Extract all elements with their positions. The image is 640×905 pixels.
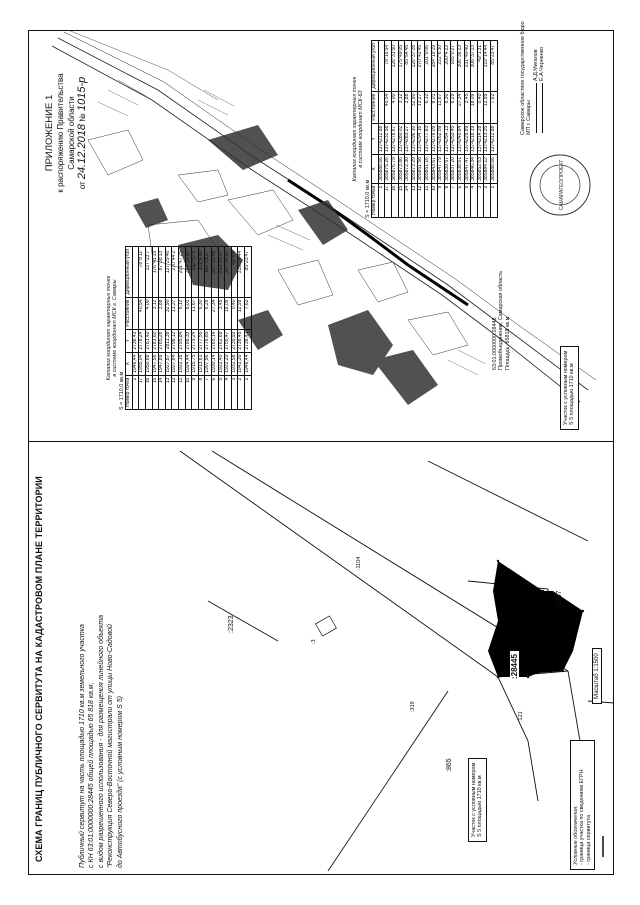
table-cell: 13,27 xyxy=(172,297,179,329)
catalog-msk-samara xyxy=(106,246,252,410)
table-cell: 11,67 xyxy=(192,297,199,329)
legend-item-egrn: - граница участка по сведениям ЕГРН xyxy=(579,769,586,865)
left-callout-line1: Участок с условным номером xyxy=(471,762,477,837)
table-cell: 14 xyxy=(405,183,412,217)
table-cell: 11,67 xyxy=(438,91,445,123)
table-cell: 32,90 xyxy=(411,91,418,123)
table-cell: 1374240.84 xyxy=(457,123,464,154)
table-row xyxy=(238,247,245,410)
table-cell: 284°19'19" xyxy=(431,41,438,91)
table-cell: 1374254.13 xyxy=(444,123,451,154)
table-cell: 1374283.27 xyxy=(405,123,412,154)
signature-line2 xyxy=(539,21,545,135)
catalog-msk63-caption xyxy=(352,40,365,218)
table-cell: 222°6'30" xyxy=(438,41,445,91)
table-cell: 385873.86 xyxy=(398,155,405,184)
area-label: S = xyxy=(364,209,371,218)
table-cell: 17 xyxy=(385,183,392,217)
table-cell: 32,90 xyxy=(165,297,172,329)
table-cell: 4,00 xyxy=(146,297,153,329)
table-cell: 7 xyxy=(451,183,458,217)
table-cell: 385846.34 xyxy=(471,155,478,184)
table-row xyxy=(225,247,232,410)
appendix-block xyxy=(44,28,88,238)
table-header-cell: Дирекционный угол xyxy=(126,247,133,297)
table-header-cell: X xyxy=(126,352,133,375)
table-cell: 2755,47 xyxy=(225,329,232,352)
table-cell: 5 xyxy=(464,183,471,217)
table-cell: 6,12 xyxy=(424,91,431,123)
table-cell: 0,40 xyxy=(231,297,238,329)
table-cell: 8,01 xyxy=(185,297,192,329)
table-cell: 1374212.88 xyxy=(490,123,497,154)
table-cell: 85°23'47" xyxy=(490,41,497,91)
table-cell: 2795,84 xyxy=(178,329,185,352)
parcel-label-1104: :1104 xyxy=(356,556,362,570)
table-cell: 2778,24 xyxy=(139,329,146,352)
table-header-cell: X xyxy=(372,155,379,184)
table-cell: 385873.29 xyxy=(411,155,418,184)
table-cell: 2765,14 xyxy=(211,329,218,352)
scale-label: Масштаб 1:1500 xyxy=(592,648,602,704)
signature-org: Самарское областное государственное бюро xyxy=(520,21,526,135)
table-cell: 2738,43 xyxy=(244,329,251,352)
table-cell: 13 xyxy=(165,375,172,409)
table-header-cell: Номер точки xyxy=(372,183,379,217)
catalog-msk63-caption1: Каталог координат характерных точек xyxy=(352,76,358,182)
table-cell: 10 xyxy=(431,183,438,217)
table-cell: 3 xyxy=(231,375,238,409)
table-cell: 40,54 xyxy=(385,91,392,123)
table-cell: 3,88 xyxy=(405,91,412,123)
table-cell: 127°23'7" xyxy=(146,247,153,297)
date-value: 24.12.2018 xyxy=(76,124,88,180)
table-cell: 16 xyxy=(392,183,399,217)
catalog-samara-caption1: Каталог координат характерных точек xyxy=(106,275,112,381)
appendix-line2: к распоряжению Правительства xyxy=(56,73,65,193)
table-cell: 2811,39 xyxy=(165,329,172,352)
catalog-samara-caption xyxy=(106,246,119,410)
parcel-label-2323: :2323 xyxy=(228,615,235,633)
appendix-line3: Самарской области xyxy=(67,96,76,170)
appendix-date-line xyxy=(77,28,88,238)
table-cell: 2 xyxy=(484,183,491,217)
table-cell: 27,34 xyxy=(457,91,464,123)
table-cell: 12,99 xyxy=(484,91,491,123)
table-cell: 284°59'54" xyxy=(185,247,192,297)
table-cell: 1915,75 xyxy=(192,352,199,375)
stamp-text: САМАРАГЕОПРОЕКТ xyxy=(559,159,565,211)
table-cell: 222°57'8" xyxy=(192,247,199,297)
description-line4: "Реконструкция Северо-Восточной магистрали от улицы Ново-Садовой xyxy=(107,624,115,868)
table-cell: 126°37'28" xyxy=(411,41,418,91)
table-header-cell: Расстояние xyxy=(372,91,379,123)
table-row xyxy=(165,247,172,410)
table-cell: 49°1'31" xyxy=(477,41,484,91)
table-cell: 10 xyxy=(185,375,192,409)
table-cell: 9 xyxy=(192,375,199,409)
area-label: S = xyxy=(118,401,125,410)
table-cell: 2776,85 xyxy=(205,329,212,352)
table-cell: 1374294.16 xyxy=(418,123,425,154)
signature-org2: МП г. Самары xyxy=(526,100,533,135)
table-cell: 1927,84 xyxy=(172,352,179,375)
table-cell: 1922,20 xyxy=(225,352,232,375)
table-cell: 1374253.45 xyxy=(451,123,458,154)
table-cell: 306°37'13" xyxy=(471,41,478,91)
parcel-map xyxy=(28,441,614,875)
table-cell: 201°0'06" xyxy=(424,41,431,91)
table-cell: 3,45 xyxy=(464,91,471,123)
table-cell: 1374276.09 xyxy=(431,123,438,154)
description-line1: Публичный сервитут на часть площадью 1710 кв.м земельного участка xyxy=(79,624,86,868)
table-cell: 85°23'47" xyxy=(244,247,251,297)
table-header-cell: Y xyxy=(126,329,133,352)
parcel-label-3: :3 xyxy=(311,639,317,644)
table-cell: 7,62 xyxy=(244,297,251,329)
table-cell: 49°6'8" xyxy=(231,247,238,297)
table-cell: 185°51'27" xyxy=(205,247,212,297)
number-prefix: № xyxy=(78,113,87,122)
parcel-label-319: :319 xyxy=(410,701,416,712)
table-cell: 2781,42 xyxy=(146,329,153,352)
table-header-cell: Y xyxy=(372,123,379,154)
table-cell: 6,29 xyxy=(205,297,212,329)
table-cell: 1907,96 xyxy=(205,352,212,375)
table-cell: 1955,04 xyxy=(139,352,146,375)
table-row xyxy=(192,247,199,410)
table-cell: 3,12 xyxy=(152,297,159,329)
table-cell: 1924,44 xyxy=(185,352,192,375)
catalog-msk63-table xyxy=(371,40,497,218)
table-cell: 1374262.09 xyxy=(438,123,445,154)
table-cell: 175°49'05" xyxy=(398,41,405,91)
table-cell: 78°8'11" xyxy=(139,247,146,297)
table-cell: 17 xyxy=(139,375,146,409)
table-header-cell: Номер точки xyxy=(126,375,133,409)
table-cell: 2798,12 xyxy=(172,329,179,352)
appendix-line1: ПРИЛОЖЕНИЕ 1 xyxy=(44,94,55,172)
table-cell: 8 xyxy=(198,375,205,409)
table-cell: 18,09 xyxy=(225,297,232,329)
table-cell: 4,00 xyxy=(392,91,399,123)
table-header-row xyxy=(126,247,133,410)
right-callout-line2: S 5 площадью 1710 кв.м xyxy=(569,363,576,425)
area-value: 1710,0 xyxy=(364,191,371,209)
table-cell: 1930,14 xyxy=(211,352,218,375)
table-cell: 18,09 xyxy=(471,91,478,123)
table-cell: 12 xyxy=(418,183,425,217)
table-header-cell: Расстояние xyxy=(126,297,133,329)
table-cell: 15 xyxy=(398,183,405,217)
parcel-info-line1: 63:01:0000000:28445 xyxy=(492,317,498,370)
legend-title: Условные обозначения: xyxy=(573,805,579,865)
catalog-msk63-caption2: в системе координат МСК-63 xyxy=(358,90,365,168)
catalog-samara-caption2: в системе координат МСК г. Самары xyxy=(112,279,119,377)
table-cell: 1932,58 xyxy=(231,352,238,375)
table-cell: 232°31'57" xyxy=(218,247,225,297)
table-cell: 385876.79 xyxy=(392,155,399,184)
parcel-label-2287: :2287 xyxy=(556,590,563,608)
table-cell: 2738,45 xyxy=(238,329,245,352)
table-cell: 1922,40 xyxy=(218,352,225,375)
table-cell: 7 xyxy=(205,375,212,409)
table-cell: 6,12 xyxy=(178,297,185,329)
table-cell: 1950,66 xyxy=(146,352,153,375)
table-cell: 385884.12 xyxy=(484,155,491,184)
table-row xyxy=(152,247,159,410)
area-value: 1710,0 xyxy=(118,383,125,401)
table-cell: 319°14'44" xyxy=(484,41,491,91)
stamp-seal xyxy=(525,150,595,220)
table-cell: 385851.16 xyxy=(424,155,431,184)
table-cell: 126°31'50" xyxy=(392,41,399,91)
table-cell: 3,12 xyxy=(398,91,405,123)
parcel-info xyxy=(492,271,511,370)
table-cell: 1374280.02 xyxy=(398,123,405,154)
table-cell: 307°29'49" xyxy=(211,247,218,297)
left-callout xyxy=(468,758,487,842)
table-cell: 8 xyxy=(444,183,451,217)
table-cell: 12 xyxy=(172,375,179,409)
table-cell: 306°36'23" xyxy=(457,41,464,91)
table-cell: 1927,87 xyxy=(165,352,172,375)
servitude-polygon xyxy=(488,561,583,677)
table-cell: 6,30 xyxy=(444,91,451,123)
table-cell: 2738,43 xyxy=(132,329,139,352)
table-cell: 319°14'44" xyxy=(238,247,245,297)
table-cell: 2788,33 xyxy=(185,329,192,352)
table-cell: 231°40'40" xyxy=(464,41,471,91)
table-cell: 5 xyxy=(218,375,225,409)
table-cell: 1946,44 xyxy=(244,352,251,375)
table-cell: 3,45 xyxy=(218,297,225,329)
table-cell: 385888.66 xyxy=(490,155,497,184)
table-cell: 1374213.35 xyxy=(484,123,491,154)
table-cell: 3 xyxy=(477,183,484,217)
table-cell: 1374214.28 xyxy=(477,123,484,154)
number-value: 1015-р xyxy=(76,76,88,111)
table-cell: 13,27 xyxy=(418,91,425,123)
table-cell: 2777,55 xyxy=(198,329,205,352)
area-unit: кв.м xyxy=(364,179,371,191)
table-cell: 1 xyxy=(132,375,139,409)
parcel-label-main: :28445 xyxy=(510,651,519,682)
right-callout xyxy=(560,346,579,430)
table-cell: 385847.47 xyxy=(464,155,471,184)
table-header-cell: Дирекционный угол xyxy=(372,41,379,91)
table-cell: 6 xyxy=(457,183,464,217)
table-cell: 1947,56 xyxy=(152,352,159,375)
table-cell: 1942,30 xyxy=(238,352,245,375)
table-cell: 385838.61 xyxy=(457,155,464,184)
date-prefix: от xyxy=(78,181,87,190)
table-cell: 85°54'45" xyxy=(405,41,412,91)
catalog-samara-table xyxy=(125,246,251,410)
table-cell: 2779,24 xyxy=(192,329,199,352)
table-cell: 40,54 xyxy=(139,297,146,329)
description-line2: с КН 63:01:0000000:28445 общей площадью 65 818 кв.м, xyxy=(88,682,96,868)
table-cell: 13 xyxy=(411,183,418,217)
table-row xyxy=(185,247,192,410)
parcel-label-865: :865 xyxy=(446,758,453,772)
table-cell: 1 xyxy=(490,183,497,217)
table-cell: 78°16'54" xyxy=(385,41,392,91)
legend-item-servitude: - граница сервитута xyxy=(585,814,592,865)
legend xyxy=(570,740,595,870)
table-cell: 14 xyxy=(159,375,166,409)
table-cell: 385851.58 xyxy=(418,155,425,184)
table-cell: 307°28'31" xyxy=(225,247,232,297)
left-callout-line2: S 5 площадью 1710 кв.м xyxy=(477,775,484,837)
table-cell: 6,29 xyxy=(451,91,458,123)
signature-role2: Е.А.Черненко xyxy=(539,46,546,81)
table-cell: 385872.30 xyxy=(405,155,412,184)
table-cell: 15 xyxy=(152,375,159,409)
page-title: СХЕМА ГРАНИЦ ПУБЛИЧНОГО СЕРВИТУТА НА КАДАСТРОВОМ ПЛАНЕ ТЕРРИТОРИИ xyxy=(34,476,44,862)
table-cell: 1374277.83 xyxy=(424,123,431,154)
description-line3: с видом разрешенного использования - для размещения линейного объекта xyxy=(97,614,105,868)
table-cell: 27,34 xyxy=(211,297,218,329)
signature-block xyxy=(520,21,546,135)
table-cell: 385875.26 xyxy=(385,155,392,184)
table-cell: 1374229.89 xyxy=(464,123,471,154)
table-cell: 8,01 xyxy=(431,91,438,123)
table-row xyxy=(132,247,139,410)
table-cell: 16 xyxy=(146,375,153,409)
table-cell: 385852.63 xyxy=(477,155,484,184)
parcel-info-line3: Площадь: 65818 кв.м xyxy=(504,316,511,370)
table-row xyxy=(490,41,497,218)
table-cell: 2 xyxy=(238,375,245,409)
table-cell: 200°4'23" xyxy=(444,41,451,91)
table-cell: 2762,69 xyxy=(218,329,225,352)
table-cell: 9 xyxy=(438,183,445,217)
table-cell: 0,40 xyxy=(477,91,484,123)
table-row xyxy=(244,247,251,410)
description-line5: до Автобусного проезда" (с условным номером S 5) xyxy=(116,696,124,868)
table-row xyxy=(139,247,146,410)
table-cell: 1946,44 xyxy=(132,352,139,375)
table-cell: 185°0'27" xyxy=(451,41,458,91)
table-cell: 2785,28 xyxy=(159,329,166,352)
table-cell: 11 xyxy=(178,375,185,409)
table-cell: 270°42'45" xyxy=(418,41,425,91)
table-cell: 385888.66 xyxy=(378,155,385,184)
table-cell: 1922,16 xyxy=(178,352,185,375)
table-cell: 87°38'13" xyxy=(159,247,166,297)
table-cell: 1 xyxy=(378,183,385,217)
parcel-info-line2: Промобъединение, Самарская область xyxy=(498,270,505,370)
table-cell: 7,62 xyxy=(490,91,497,123)
table-cell: 1374232.58 xyxy=(385,123,392,154)
table-cell: 201°4'40" xyxy=(198,247,205,297)
table-cell: 12,99 xyxy=(238,297,245,329)
table-cell: 127°29'46" xyxy=(165,247,172,297)
parcel-label-121: :121 xyxy=(518,711,524,722)
table-cell: 176°41'15" xyxy=(152,247,159,297)
table-cell: 1374218.19 xyxy=(471,123,478,154)
catalog-msk63 xyxy=(352,40,498,218)
table-cell: 1374276.67 xyxy=(392,123,399,154)
table-cell: 270°44'2" xyxy=(172,247,179,297)
table-cell: 2739,93 xyxy=(231,329,238,352)
table-cell: 1 xyxy=(244,375,251,409)
table-cell: 4 xyxy=(225,375,232,409)
area-unit: кв.м xyxy=(118,371,125,383)
table-cell: 1374212.88 xyxy=(378,123,385,154)
table-cell: 1947,89 xyxy=(159,352,166,375)
table-cell: 385843.67 xyxy=(431,155,438,184)
table-cell: 385837.20 xyxy=(451,155,458,184)
table-cell: 11 xyxy=(424,183,431,217)
table-cell: 1913,61 xyxy=(198,352,205,375)
table-cell: 4 xyxy=(471,183,478,217)
right-callout-line1: Участок с условным номером xyxy=(563,350,569,425)
table-cell: 385839.57 xyxy=(444,155,451,184)
signature-role1: А.Д.Мигалов xyxy=(532,49,539,81)
table-cell: 385847.79 xyxy=(438,155,445,184)
table-cell: 6,30 xyxy=(198,297,205,329)
table-cell: 6 xyxy=(211,375,218,409)
table-cell: 201°47'25" xyxy=(178,247,185,297)
table-cell: 1374296.10 xyxy=(411,123,418,154)
table-cell: 2781,60 xyxy=(152,329,159,352)
table-cell: 3,88 xyxy=(159,297,166,329)
